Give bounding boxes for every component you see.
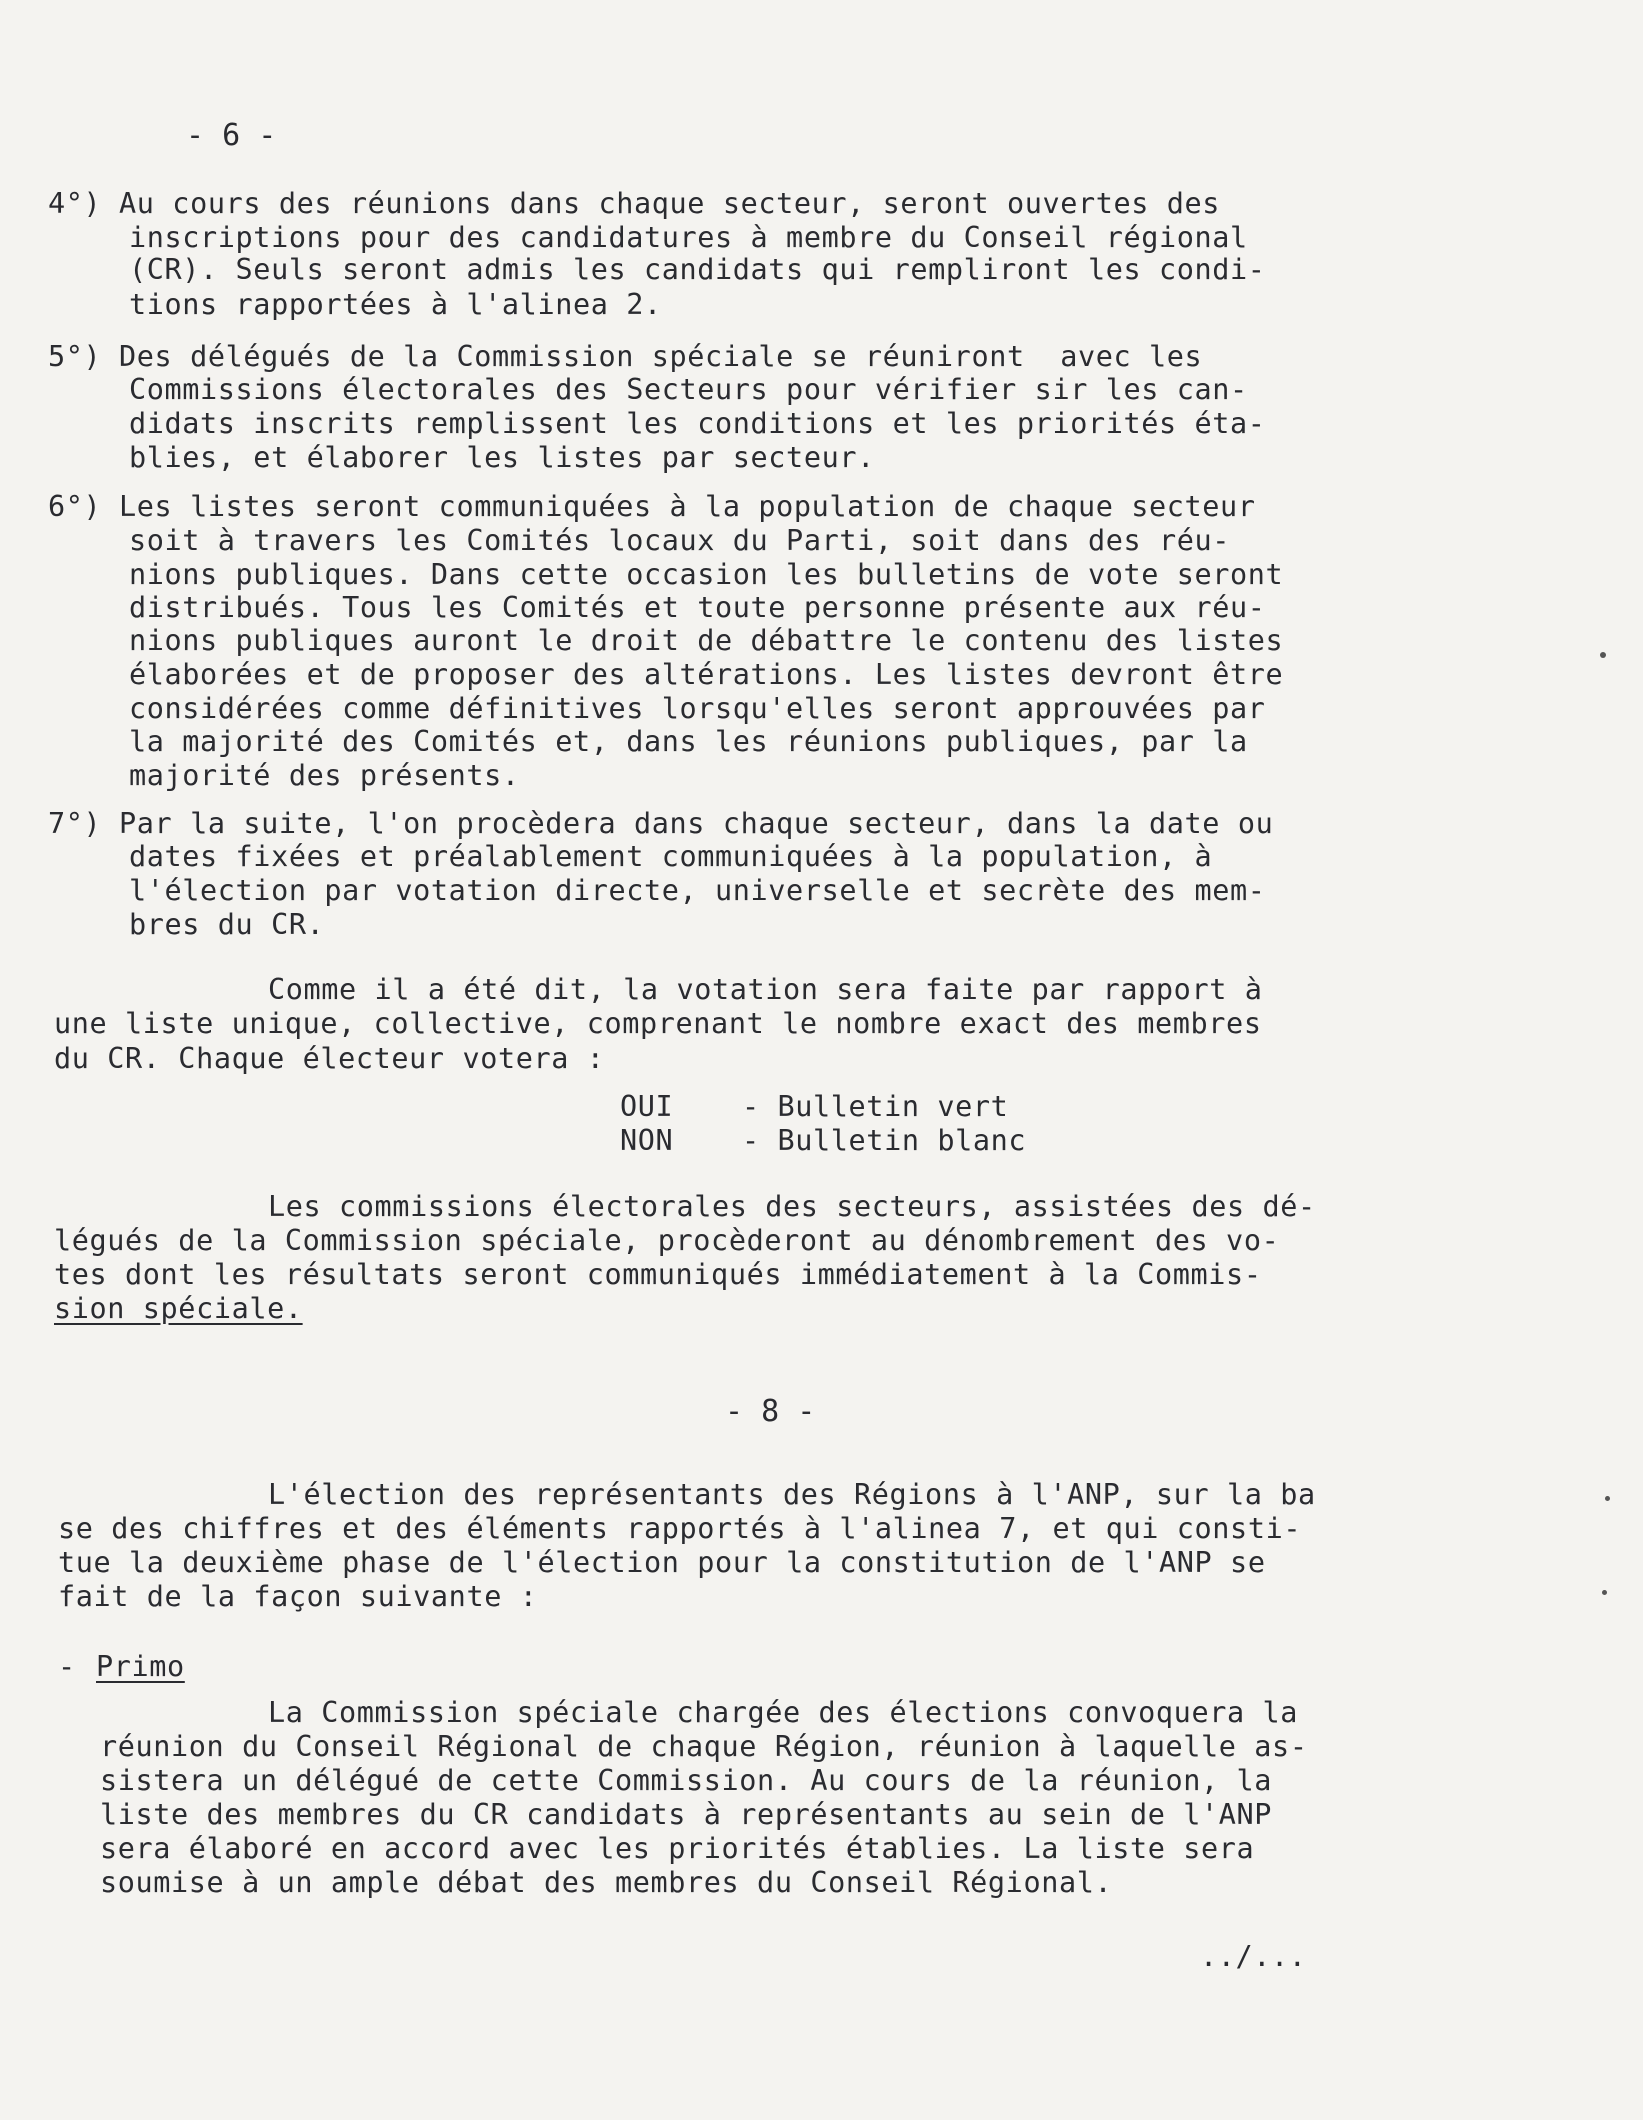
anp-paragraph-line-4: fait de la façon suivante : — [58, 1580, 538, 1613]
ballot-oui-value: - Bulletin vert — [742, 1090, 1009, 1123]
paper-speck — [1600, 652, 1606, 658]
item-6-line-5: nions publiques auront le droit de débattre le contenu des listes — [129, 624, 1284, 657]
vote-paragraph-line-1: Comme il a été dit, la votation sera faite par rapport à — [268, 973, 1263, 1006]
item-7-line-4: bres du CR. — [129, 908, 325, 941]
section-number-8: - 8 - — [725, 1394, 816, 1429]
paper-speck — [1602, 1590, 1607, 1595]
item-6-line-9: majorité des présents. — [129, 759, 520, 792]
primo-paragraph-line-5: sera élaboré en accord avec les priorités établies. La liste sera — [100, 1832, 1255, 1865]
paper-speck — [1605, 1496, 1610, 1501]
ballot-non-label: NON — [620, 1124, 674, 1157]
primo-paragraph-line-2: réunion du Conseil Régional de chaque Région, réunion à laquelle as- — [100, 1730, 1308, 1763]
continuation-marker: ../... — [1200, 1940, 1307, 1973]
primo-paragraph-line-4: liste des membres du CR candidats à représentants au sein de l'ANP — [100, 1798, 1273, 1831]
vote-paragraph-line-2: une liste unique, collective, comprenant le nombre exact des membres — [54, 1007, 1262, 1040]
item-4-line-1: 4°) Au cours des réunions dans chaque secteur, seront ouvertes des — [48, 187, 1221, 220]
anp-paragraph-line-2: se des chiffres et des éléments rapportés à l'alinea 7, et qui consti- — [58, 1512, 1302, 1545]
item-6-line-7: considérées comme définitives lorsqu'elles seront approuvées par — [129, 692, 1266, 725]
primo-paragraph-line-3: sistera un délégué de cette Commission. Au cours de la réunion, la — [100, 1764, 1273, 1797]
item-7-line-2: dates fixées et préalablement communiquées à la population, à — [129, 840, 1213, 873]
vote-paragraph-line-3: du CR. Chaque électeur votera : — [54, 1042, 605, 1075]
item-5-line-1: 5°) Des délégués de la Commission spéciale se réuniront avec les — [48, 340, 1203, 373]
count-paragraph-line-1: Les commissions électorales des secteurs, assistées des dé- — [268, 1190, 1316, 1223]
item-6-line-2: soit à travers les Comités locaux du Parti, soit dans des réu- — [129, 524, 1231, 557]
item-4-line-3: (CR). Seuls seront admis les candidats qui rempliront les condi- — [129, 253, 1266, 286]
item-5-line-4: blies, et élaborer les listes par secteur. — [129, 441, 875, 474]
anp-paragraph-line-3: tue la deuxième phase de l'élection pour la constitution de l'ANP se — [58, 1546, 1266, 1579]
item-4-line-4: tions rapportées à l'alinea 2. — [129, 288, 662, 321]
item-6-line-6: élaborées et de proposer des altérations. Les listes devront être — [129, 658, 1284, 691]
ballot-oui-label: OUI — [620, 1090, 674, 1123]
item-5-line-2: Commissions électorales des Secteurs pour vérifier sir les can- — [129, 373, 1248, 406]
item-7-line-1: 7°) Par la suite, l'on procèdera dans chaque secteur, dans la date ou — [48, 807, 1274, 840]
primo-dash: - — [58, 1650, 76, 1683]
primo-heading: Primo — [96, 1650, 185, 1683]
count-paragraph-line-4: sion spéciale. — [54, 1292, 303, 1325]
primo-paragraph-line-1: La Commission spéciale chargée des élections convoquera la — [268, 1696, 1298, 1729]
item-4-line-2: inscriptions pour des candidatures à membre du Conseil régional — [129, 221, 1248, 254]
item-6-line-1: 6°) Les listes seront communiquées à la population de chaque secteur — [48, 490, 1256, 523]
primo-paragraph-line-6: soumise à un ample débat des membres du Conseil Régional. — [100, 1866, 1113, 1899]
ballot-non-value: - Bulletin blanc — [742, 1124, 1027, 1157]
item-5-line-3: didats inscrits remplissent les conditions et les priorités éta- — [129, 407, 1266, 440]
item-6-line-3: nions publiques. Dans cette occasion les bulletins de vote seront — [129, 558, 1284, 591]
item-7-line-3: l'élection par votation directe, universelle et secrète des mem- — [129, 874, 1266, 907]
item-6-line-4: distribués. Tous les Comités et toute personne présente aux réu- — [129, 591, 1266, 624]
count-paragraph-line-2: légués de la Commission spéciale, procèderont au dénombrement des vo- — [54, 1224, 1280, 1257]
anp-paragraph-line-1: L'élection des représentants des Régions à l'ANP, sur la ba — [268, 1478, 1316, 1511]
page-number-top: - 6 - — [186, 118, 277, 153]
count-paragraph-line-3: tes dont les résultats seront communiqués immédiatement à la Commis- — [54, 1258, 1262, 1291]
item-6-line-8: la majorité des Comités et, dans les réunions publiques, par la — [129, 725, 1248, 758]
